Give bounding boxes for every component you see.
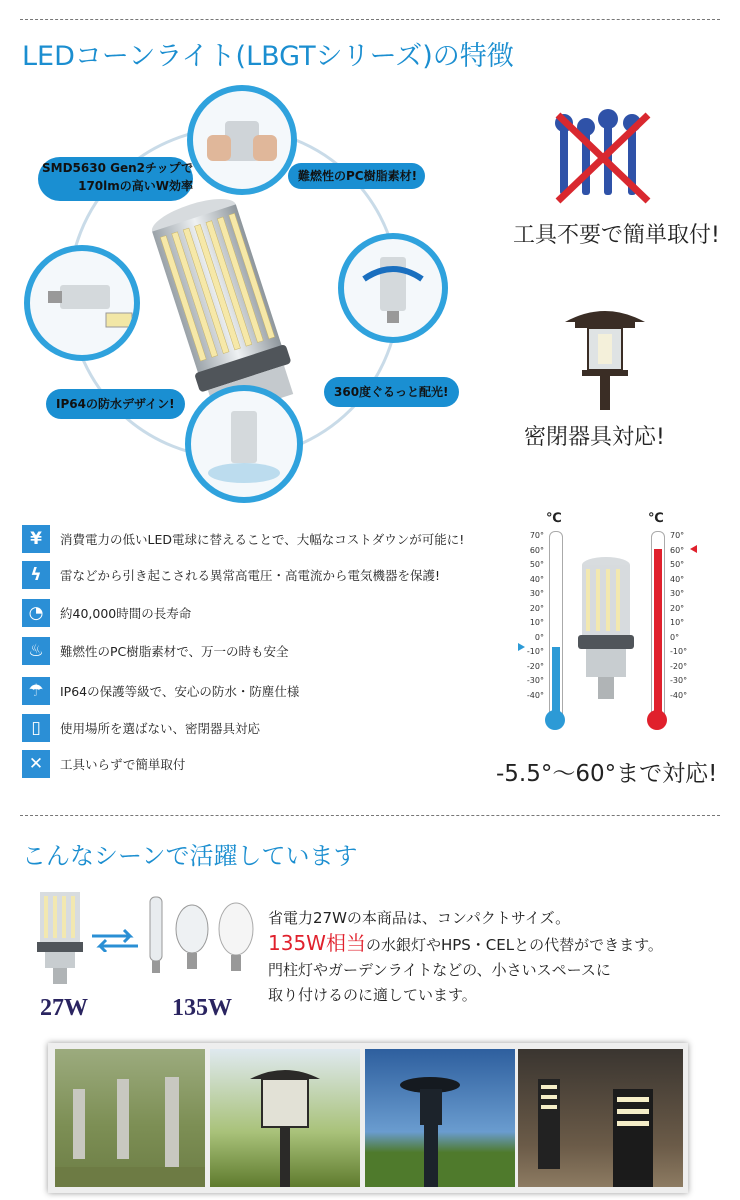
section-title-scenes: こんなシーンで活躍しています [22,842,358,870]
unit-left: ℃ [546,511,562,526]
feature-item-cost [22,525,464,553]
clock-icon: ◔ [22,599,50,627]
tools-crossed-icon [550,105,660,205]
scale-tick-label: 20° [529,603,544,613]
feature-text: 約40,000時間の長寿命 [60,606,192,621]
new-lamp-image [35,888,85,988]
scale-tick-label: 10° [529,618,544,627]
ring-rotate-photo [338,233,448,343]
feature-text: 使用場所を選ばない、密閉器具対応 [60,721,261,736]
scale-tick-label: 50° [670,560,685,569]
scale-tick-label: 50° [529,560,544,569]
scene-photo-post-lantern [210,1049,360,1187]
unit-right: ℃ [648,511,664,526]
scale-tick-label: 70° [529,531,544,540]
desc-line2-rest: の水銀灯やHPS・CELとの代替ができます。 [365,936,663,954]
scale-tick-label: -10° [526,647,544,656]
scale-tick-label: -20° [526,661,544,671]
yen-icon: ¥ [22,525,50,553]
feature-item-ip64 [22,677,299,705]
small-corn-lamp-image [574,555,638,705]
watt-old: 135W [172,995,232,1021]
scale-tick-label: -30° [526,676,544,685]
scale-tick-label: 40° [529,574,544,584]
feature-text: 難燃性のPC樹脂素材で、万一の時も安全 [60,644,289,659]
desc-line4: 取り付けるのに適しています。 [268,986,477,1004]
scale-tick-label: -40° [670,690,688,700]
ring-chip-photo [24,245,140,361]
replacement-description [268,906,663,1008]
scale-tick-label: -20° [670,661,688,671]
feature-text: 消費電力の低いLED電球に替えることで、大幅なコストダウンが可能に! [60,532,465,547]
desc-line3: 門柱灯やガーデンライトなどの、小さいスペースに [268,961,611,979]
feature-text: 工具いらずで簡単取付 [60,757,186,772]
feature-text: IP64の保護等級で、安心の防水・防塵仕様 [60,684,300,699]
low-marker [518,643,525,651]
ring-install-photo [187,85,297,195]
section-title-features: LEDコーンライト(LBGTシリーズ)の特徴 [22,41,514,72]
rotate-label: 360度ぐるっと配光! [324,377,459,407]
desc-highlight: 135W相当 [268,931,366,955]
ring-waterproof-photo [185,385,303,503]
lightning-icon: ϟ [22,561,50,589]
scale-tick-label: 70° [670,531,685,540]
umbrella-icon: ☂ [22,677,50,705]
thermometer-left-bulb [545,710,565,730]
sealed-caption: 密閉器具対応! [524,425,665,450]
thermometer-right-fill [654,549,662,721]
scale-tick-label: -40° [526,690,544,700]
desc-line1: 省電力27Wの本商品は、コンパクトサイズ。 [268,909,571,927]
middle-divider [20,815,720,816]
tools-icon: ✕ [22,750,50,778]
scale-tick-label: 40° [670,574,685,584]
scale-tick-label: -30° [670,676,688,685]
scale-tick-label: 0° [670,632,680,642]
feature-item-flame [22,637,289,665]
feature-item-sealed [22,714,260,742]
scene-photo-night-bollards [518,1049,683,1187]
old-lamps-image [140,893,260,983]
scale-tick-label: 0° [534,632,544,642]
feature-text: 雷などから引き起こされる異常高電圧・高電流から電気機器を保護! [60,568,441,583]
temperature-caption: -5.5°〜60°まで対応! [496,761,718,787]
scale-tick-label: 60° [529,545,544,555]
tools-caption: 工具不要で簡単取付! [513,223,720,248]
scale-tick-label: 10° [670,618,685,627]
scale-tick-label: 30° [529,589,544,598]
top-divider [20,19,720,20]
thermometer-right-bulb [647,710,667,730]
scale-right [670,529,692,703]
chip-label [42,159,193,195]
high-marker [690,545,697,553]
desc-line2 [268,931,663,958]
temperature-range-graphic [500,505,720,735]
chip-label-line1: SMD5630 Gen2チップで [42,161,194,175]
lamp-icon: ▯ [22,714,50,742]
ip-label: IP64の防水デザイン! [46,389,185,419]
scene-photo-garden-bollards [55,1049,205,1187]
material-label: 難燃性のPC樹脂素材! [288,163,425,189]
scale-left [524,529,544,703]
chip-label-line2: 170lmの高いW効率 [78,179,194,193]
feature-diagram [20,85,460,505]
exchange-arrows-icon [90,928,140,952]
watt-new: 27W [40,995,88,1021]
scale-tick-label: -10° [670,647,688,656]
flame-icon: ♨ [22,637,50,665]
scene-photo-bollard-sky [365,1049,515,1187]
feature-item-lifetime [22,599,191,627]
scale-tick-label: 60° [670,545,685,555]
feature-item-tools [22,750,185,778]
scale-tick-label: 30° [670,589,685,598]
scale-tick-label: 20° [670,603,685,613]
sealed-lamp-icon [560,300,650,410]
feature-item-surge [22,561,440,589]
